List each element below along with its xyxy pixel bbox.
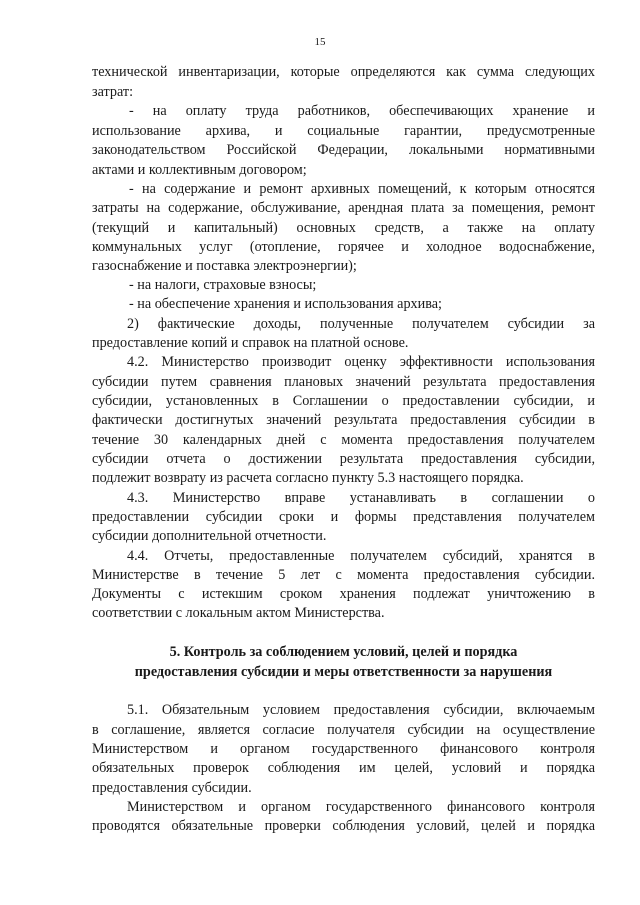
- text-line: использование архива, и социальные гарантии, предусмотренные: [92, 123, 595, 139]
- text-line: Министерством и органом государственного финансового контроля: [92, 741, 595, 757]
- text-line: затраты на содержание, обслуживание, арендная плата за помещения, ремонт: [92, 200, 595, 216]
- list-item-line: - на обеспечение хранения и использования архива;: [129, 296, 442, 312]
- page-number: 15: [314, 36, 326, 48]
- text-line: актами и коллективным договором;: [92, 162, 307, 178]
- text-line: течение 30 календарных дней с момента предоставления получателем: [92, 432, 595, 448]
- section-heading: предоставления субсидии и меры ответственности за нарушения: [134, 664, 553, 680]
- text-line: 2) фактические доходы, полученные получателем субсидии за: [127, 316, 595, 332]
- text-line: затрат:: [92, 84, 134, 100]
- text-line: подлежит возврату из расчета согласно пункту 5.3 настоящего порядка.: [92, 470, 524, 486]
- text-line: коммунальных услуг (отопление, горячее и холодное водоснабжение,: [92, 239, 595, 255]
- text-line: фактически достигнутых значений результата предоставления субсидии в: [92, 412, 595, 428]
- text-line: предоставлении субсидии сроки и формы представления получателем: [92, 509, 595, 525]
- list-item-line: - на содержание и ремонт архивных помещений, к которым относятся: [129, 181, 595, 197]
- text-line: технической инвентаризации, которые определяются как сумма следующих: [92, 64, 595, 80]
- text-line: Документы с истекшим сроком хранения подлежат уничтожению в: [92, 586, 595, 602]
- list-item-line: - на оплату труда работников, обеспечивающих хранение и: [129, 103, 595, 119]
- text-line: Министерстве в течение 5 лет с момента предоставления субсидии.: [92, 567, 595, 583]
- text-line: субсидии дополнительной отчетности.: [92, 528, 327, 544]
- text-line: предоставления субсидии.: [92, 780, 252, 796]
- section-heading: 5. Контроль за соблюдением условий, целей и порядка: [169, 644, 518, 660]
- paragraph-line: Министерством и органом государственного финансового контроля: [127, 799, 595, 815]
- list-item-line: - на налоги, страховые взносы;: [129, 277, 317, 293]
- paragraph-4-2-line: 4.2. Министерство производит оценку эффективности использования: [127, 354, 595, 370]
- text-line: газоснабжение и поставка электроэнергии);: [92, 258, 357, 274]
- text-line: проводятся обязательные проверки соблюдения условий, целей и порядка: [92, 818, 595, 834]
- text-line: в соглашение, является согласие получателя субсидии на осуществление: [92, 722, 595, 738]
- text-line: субсидии отчета о достижении результата предоставления субсидии,: [92, 451, 595, 467]
- text-line: обязательных проверок соблюдения им целей, условий и порядка: [92, 760, 595, 776]
- text-line: соответствии с локальным актом Министерства.: [92, 605, 385, 621]
- text-line: предоставление копий и справок на платной основе.: [92, 335, 409, 351]
- text-line: субсидии, установленных в Соглашении о предоставлении субсидии, и: [92, 393, 595, 409]
- text-line: субсидии путем сравнения плановых значений результата предоставления: [92, 374, 595, 390]
- text-line: законодательством Российской Федерации, локальными нормативными: [92, 142, 595, 158]
- paragraph-4-4-line: 4.4. Отчеты, предоставленные получателем субсидий, хранятся в: [127, 548, 595, 564]
- paragraph-5-1-line: 5.1. Обязательным условием предоставления субсидии, включаемым: [127, 702, 595, 718]
- paragraph-4-3-line: 4.3. Министерство вправе устанавливать в соглашении о: [127, 490, 595, 506]
- text-line: (текущий и капитальный) основных средств, а также на оплату: [92, 220, 595, 236]
